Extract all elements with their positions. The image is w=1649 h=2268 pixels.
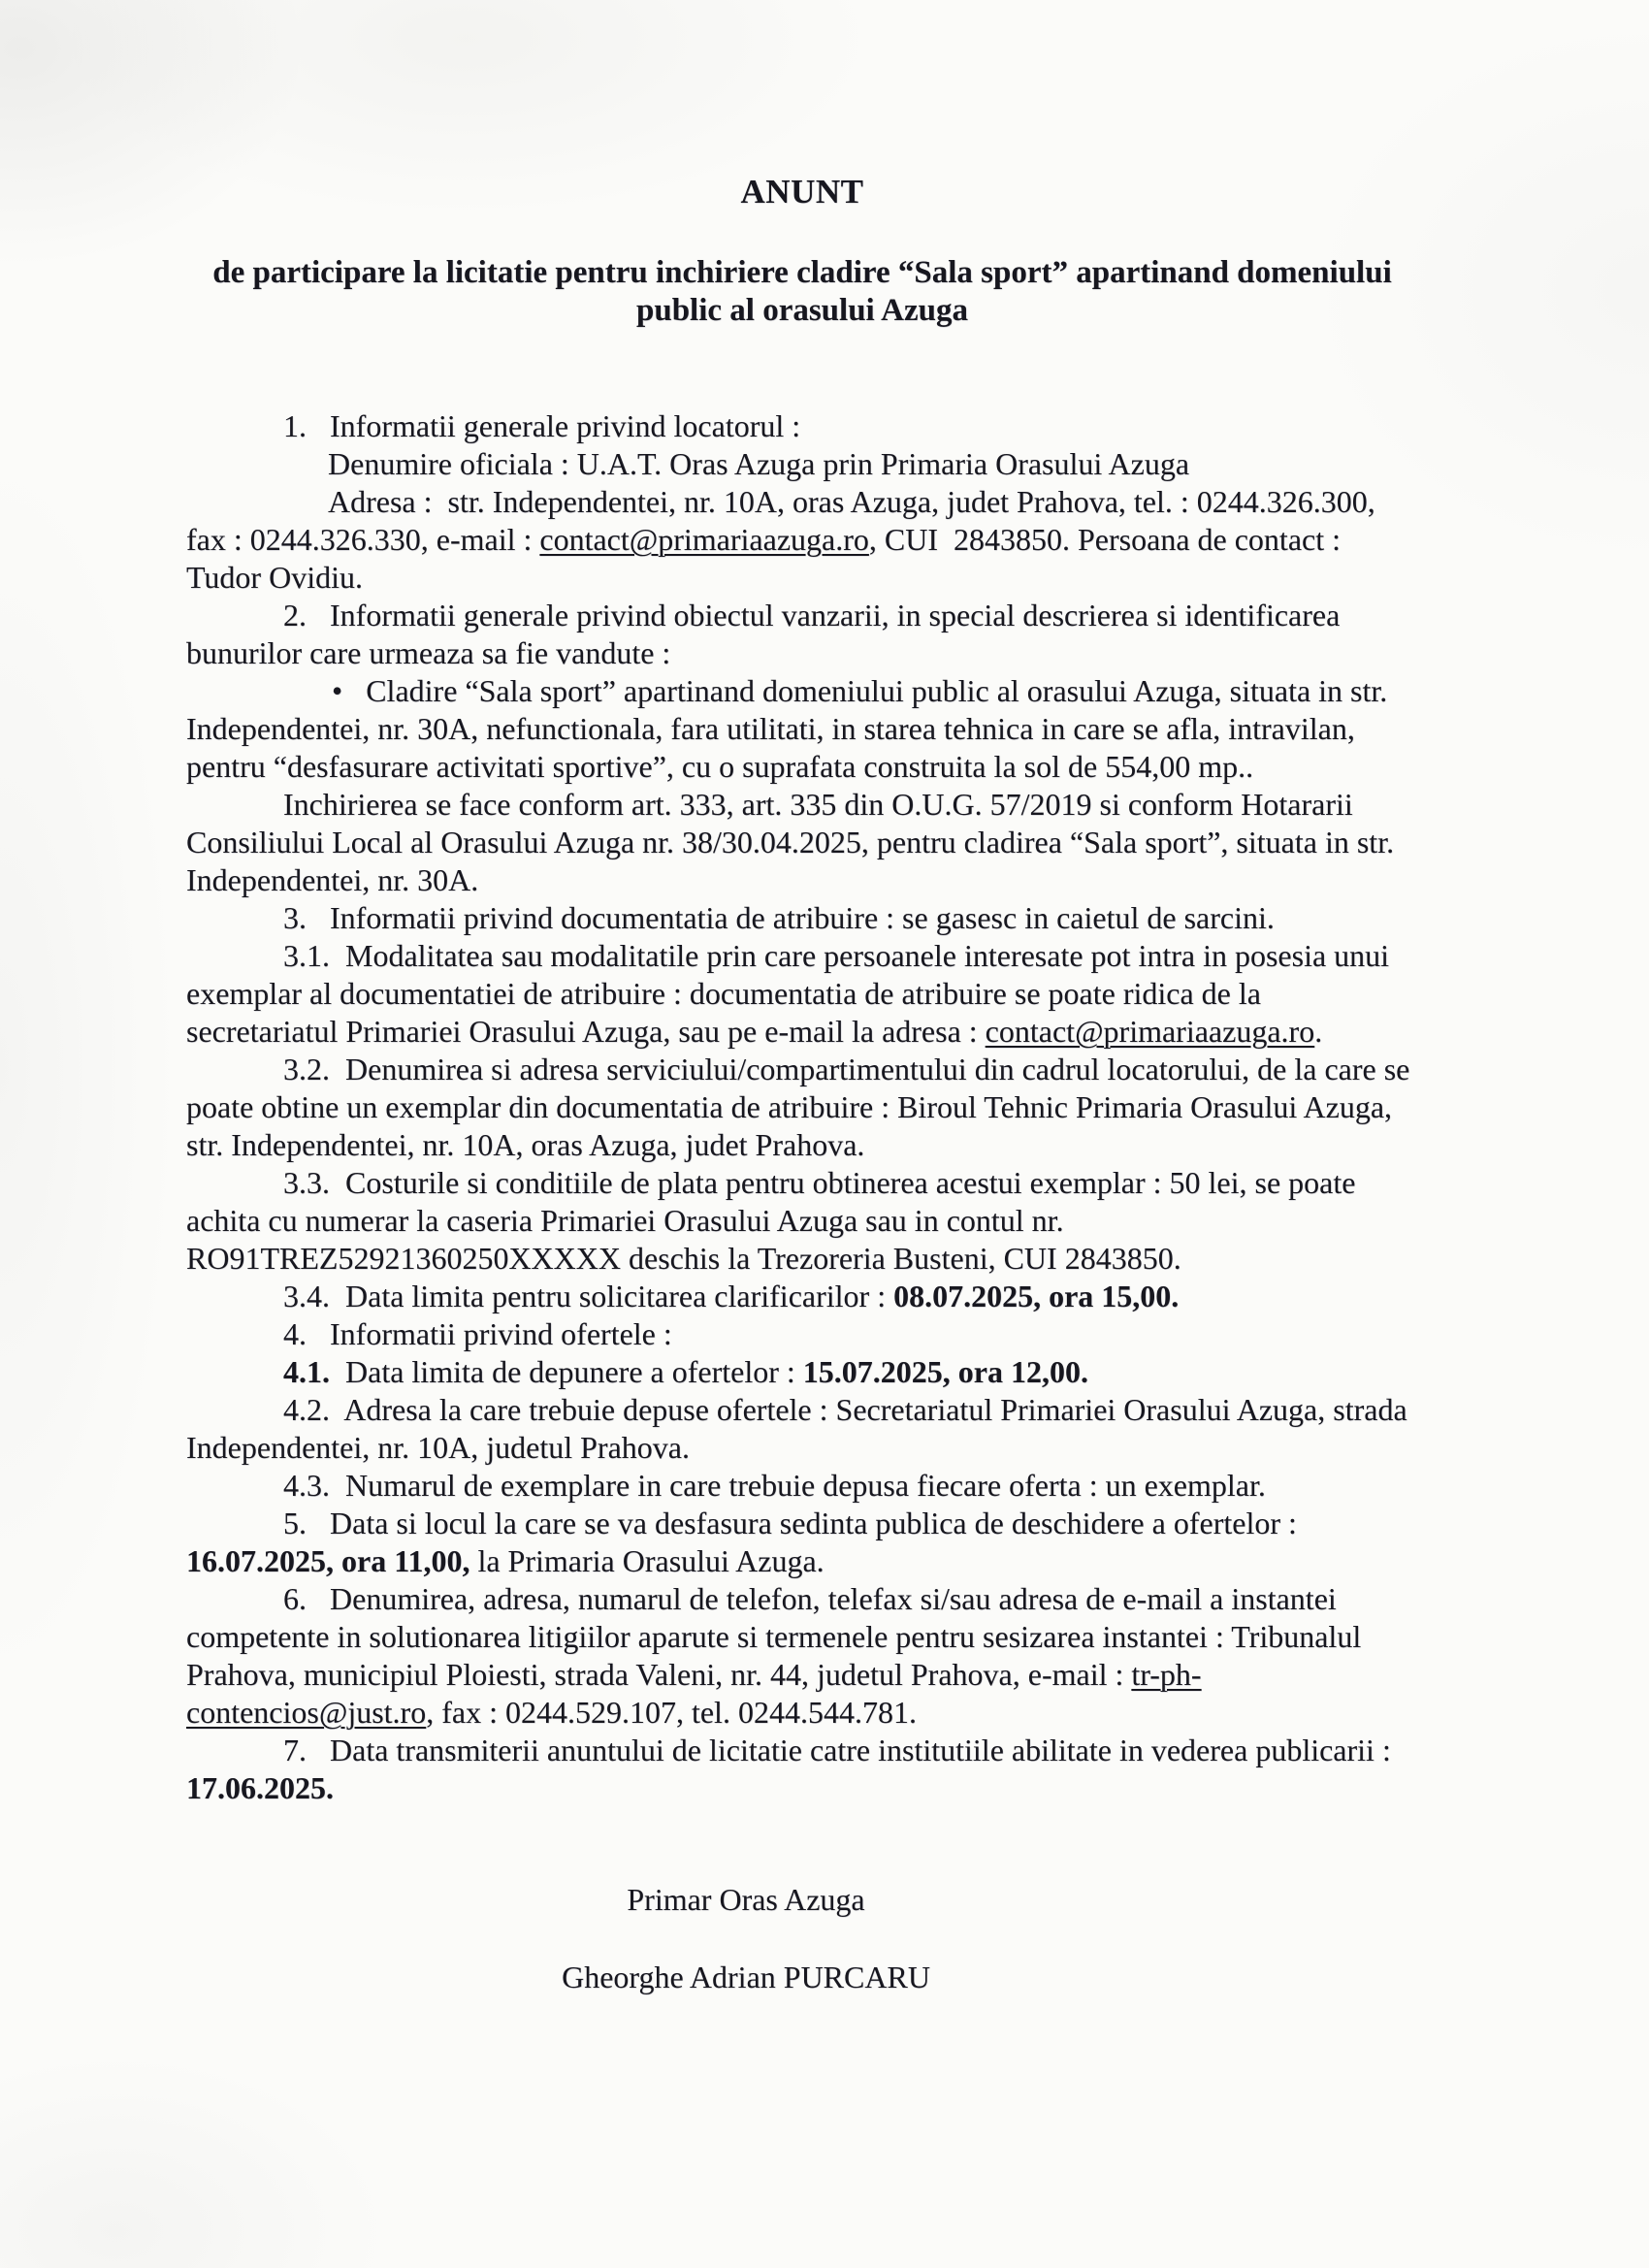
document-content bbox=[0, 173, 1649, 1996]
paragraph bbox=[186, 1164, 1418, 1278]
text-segment: 3.3. Costurile si conditiile de plata pentru obtinerea acestui exemplar : 50 lei, se poate achita cu numerar la caseria Primariei Orasului Azuga sau in contul nr. RO91TREZ52921360250XXXXX deschis la Trezoreria Busteni, CUI 2843850. bbox=[186, 1165, 1356, 1276]
paragraph bbox=[186, 1580, 1418, 1732]
text-segment: 7. Data transmiterii anuntului de licitatie catre institutiile abilitate in vederea publicarii : bbox=[283, 1733, 1391, 1767]
document-subtitle bbox=[186, 254, 1418, 330]
email-text: tr-ph-contencios@just.ro bbox=[186, 1657, 1202, 1730]
signature-block bbox=[130, 1881, 1362, 1996]
text-segment: 4. Informatii privind ofertele : bbox=[283, 1316, 672, 1351]
paragraph bbox=[186, 1051, 1418, 1164]
paragraph bbox=[186, 1505, 1418, 1580]
text-segment: 1. Informatii generale privind locatorul : bbox=[283, 408, 801, 443]
paragraph bbox=[186, 899, 1418, 937]
text-segment: 6. Denumirea, adresa, numarul de telefon, telefax si/sau adresa de e-mail a instantei competente in solutionarea litigiilor aparute si termenele pentru sesizarea instantei : Tribunalul Prahova, municipiul Ploiesti, strada Valeni, nr. 44, judetul Prahova, e-mail : bbox=[186, 1581, 1362, 1692]
paragraph bbox=[186, 937, 1418, 1051]
signature-role: Primar Oras Azuga bbox=[627, 1882, 865, 1917]
text-segment: 17.06.2025. bbox=[186, 1770, 334, 1805]
text-segment: 3.1. Modalitatea sau modalitatile prin care persoanele interesate pot intra in posesia unui exemplar al documentatiei de atribuire : documentatia de atribuire se poate ridica de la secretariatul Primariei Orasului Azuga, sau pe e-mail la adresa : bbox=[186, 938, 1390, 1049]
text-segment: , CUI 2843850. Persoana de contact : Tudor Ovidiu. bbox=[186, 522, 1341, 595]
text-segment: , fax : 0244.529.107, tel. 0244.544.781. bbox=[426, 1695, 917, 1730]
text-segment: Adresa : str. Independentei, nr. 10A, oras Azuga, judet Prahova, tel. : 0244.326.300, fax : 0244.326.330, e-mail : bbox=[186, 484, 1375, 557]
paragraph bbox=[186, 672, 1418, 786]
text-segment: 4.1. bbox=[283, 1354, 330, 1389]
paragraph bbox=[186, 1391, 1418, 1467]
email-text: contact@primariaazuga.ro bbox=[539, 522, 869, 557]
text-segment: 15.07.2025, ora 12,00. bbox=[802, 1354, 1088, 1389]
email-text: contact@primariaazuga.ro bbox=[985, 1014, 1315, 1049]
text-segment: 4.2. Adresa la care trebuie depuse ofertele : Secretariatul Primariei Orasului Azuga, strada Independentei, nr. 10A, judetul Prahova. bbox=[186, 1392, 1407, 1465]
text-segment: la Primaria Orasului Azuga. bbox=[469, 1543, 824, 1578]
text-segment: 3.4. Data limita pentru solicitarea clarificarilor : bbox=[283, 1279, 894, 1313]
text-segment: 5. Data si locul la care se va desfasura sedinta publica de deschidere a ofertelor : bbox=[283, 1506, 1297, 1540]
text-segment: 4.3. Numarul de exemplare in care trebuie depusa fiecare oferta : un exemplar. bbox=[283, 1468, 1266, 1503]
paragraph bbox=[186, 1467, 1418, 1505]
paragraph bbox=[186, 597, 1418, 672]
text-segment: 16.07.2025, ora 11,00, bbox=[186, 1543, 470, 1578]
text-segment: 08.07.2025, ora 15,00. bbox=[893, 1279, 1180, 1313]
text-segment: 3.2. Denumirea si adresa serviciului/compartimentului din cadrul locatorului, de la care se poate obtine un exemplar din documentatia de atribuire : Biroul Tehnic Primaria Orasului Azuga, str. Independentei, nr. 10A, oras Azuga, judet Prahova. bbox=[186, 1052, 1410, 1162]
text-segment: . bbox=[1314, 1014, 1323, 1049]
document-title: ANUNT bbox=[740, 173, 864, 211]
signature-name: Gheorghe Adrian PURCARU bbox=[562, 1960, 930, 1994]
paragraph bbox=[186, 1353, 1418, 1391]
paragraph bbox=[186, 1315, 1418, 1353]
paragraph bbox=[186, 1732, 1418, 1807]
paragraph bbox=[186, 407, 1418, 445]
text-segment: 3. Informatii privind documentatia de atribuire : se gasesc in caietul de sarcini. bbox=[283, 900, 1275, 935]
paragraph bbox=[186, 1278, 1418, 1315]
text-segment: Denumire oficiala : U.A.T. Oras Azuga prin Primaria Orasului Azuga bbox=[328, 446, 1190, 481]
paragraph bbox=[186, 483, 1418, 597]
subtitle-line-1: de participare la licitatie pentru inchiriere cladire “Sala sport” apartinand domeniului bbox=[212, 255, 1392, 290]
text-segment: Inchirierea se face conform art. 333, art. 335 din O.U.G. 57/2019 si conform Hotararii Consiliului Local al Orasului Azuga nr. 38/30.04.2025, pentru cladirea “Sala sport”, situata in str. Independentei, nr. 30A. bbox=[186, 787, 1395, 897]
paragraph bbox=[186, 786, 1418, 899]
document-body bbox=[186, 407, 1418, 1807]
paragraph bbox=[186, 445, 1418, 483]
text-segment: • Cladire “Sala sport” apartinand domeniului public al orasului Azuga, situata in str. Independentei, nr. 30A, nefunctionala, fara utilitati, in starea tehnica in care se afla, intravilan, pentru “desfasurare activitati sportive”, cu o suprafata construita la sol de 554,00 mp.. bbox=[186, 673, 1388, 784]
text-segment: 2. Informatii generale privind obiectul vanzarii, in special descrierea si identificarea bunurilor care urmeaza sa fie vandute : bbox=[186, 598, 1341, 670]
text-segment: Data limita de depunere a ofertelor : bbox=[330, 1354, 803, 1389]
subtitle-line-2: public al orasului Azuga bbox=[635, 293, 968, 328]
